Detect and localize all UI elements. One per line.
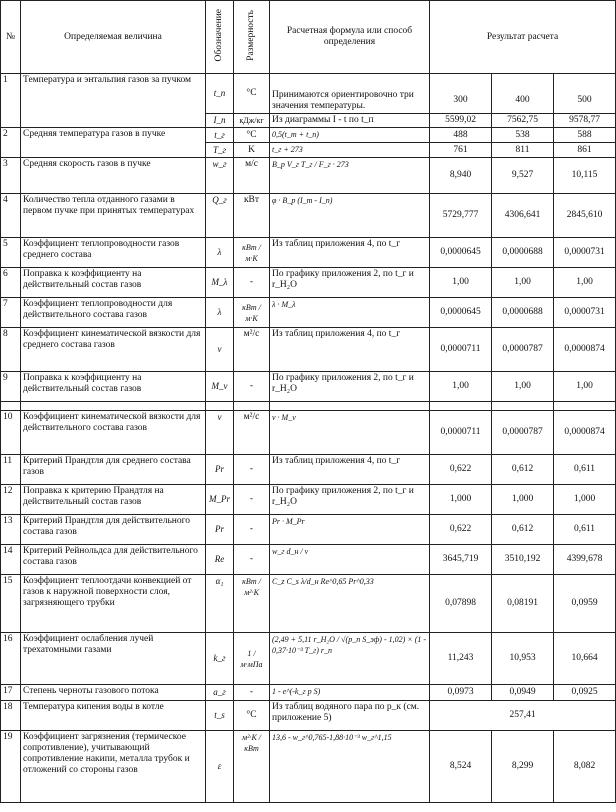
row-no: 18 bbox=[1, 701, 21, 731]
row-symbol: M_λ bbox=[206, 268, 234, 298]
row-quantity: Коэффициент кинематической вязкости для среднего состава газов bbox=[21, 328, 206, 372]
result-value: 500 bbox=[554, 88, 616, 114]
row-symbol: Re bbox=[206, 545, 234, 575]
row-formula: λ · M_λ bbox=[270, 298, 430, 328]
row-symbol: t_п bbox=[206, 74, 234, 114]
result-value: 1,00 bbox=[430, 372, 492, 402]
result-value: 300 bbox=[430, 88, 492, 114]
row-symbol: Pr bbox=[206, 515, 234, 545]
row-symbol: T_г bbox=[206, 143, 234, 158]
row-quantity: Поправка к коэффициенту на действительный состав газов bbox=[21, 372, 206, 402]
row-quantity: Поправка к критерию Прандтля на действительный состав газов bbox=[21, 485, 206, 515]
row-unit: кВт / м·K bbox=[234, 238, 270, 268]
row-symbol: Q_г bbox=[206, 194, 234, 238]
row-quantity: Температура кипения воды в котле bbox=[21, 701, 206, 731]
result-value: 0,08191 bbox=[492, 575, 554, 633]
row-no: 5 bbox=[1, 238, 21, 268]
row-no: 4 bbox=[1, 194, 21, 238]
row-symbol: ν bbox=[206, 328, 234, 372]
row-symbol: I_п bbox=[206, 114, 234, 128]
row-no: 9 bbox=[1, 372, 21, 402]
row-quantity: Критерий Прандтля для действительного состава газов bbox=[21, 515, 206, 545]
header-result: Результат расчета bbox=[430, 1, 616, 74]
row-symbol: M_ν bbox=[206, 372, 234, 402]
table-row bbox=[1, 731, 616, 803]
result-value: 0,612 bbox=[492, 515, 554, 545]
table-row bbox=[1, 545, 616, 575]
row-no: 15 bbox=[1, 575, 21, 633]
row-unit: °С bbox=[234, 128, 270, 143]
row-unit: - bbox=[234, 455, 270, 485]
row-no: 6 bbox=[1, 268, 21, 298]
result-value: 4306,641 bbox=[492, 194, 554, 238]
row-unit: °С bbox=[234, 701, 270, 731]
result-value: 10,953 bbox=[492, 633, 554, 685]
table-row bbox=[1, 485, 616, 515]
table-row bbox=[1, 238, 616, 268]
row-symbol: k_г bbox=[206, 633, 234, 685]
row-quantity: Количество тепла отданного газами в первом пучке при принятых температурах bbox=[21, 194, 206, 238]
result-value: 7562,75 bbox=[492, 114, 554, 128]
result-value: 8,299 bbox=[492, 731, 554, 803]
result-value: 1,000 bbox=[430, 485, 492, 515]
row-formula: B_р V_г T_г / F_г · 273 bbox=[270, 158, 430, 194]
row-formula: По графику приложения 2, по t_г и r_H₂O bbox=[270, 268, 430, 298]
row-symbol: ε bbox=[206, 731, 234, 803]
header-quantity: Определяемая величина bbox=[21, 1, 206, 74]
row-quantity: Коэффициент теплоотдачи конвекцией от газов к наружной поверхности слоя, загрязняющего трубки bbox=[21, 575, 206, 633]
row-unit: - bbox=[234, 685, 270, 701]
row-formula: t_г + 273 bbox=[270, 143, 430, 158]
row-quantity: Степень черноты газового потока bbox=[21, 685, 206, 701]
table-row bbox=[1, 194, 616, 238]
result-value: 1,00 bbox=[554, 372, 616, 402]
row-symbol: Pr bbox=[206, 455, 234, 485]
row-no: 16 bbox=[1, 633, 21, 685]
result-value: 488 bbox=[430, 128, 492, 143]
table-row bbox=[1, 328, 616, 372]
row-formula: φ · B_р (I_т - I_п) bbox=[270, 194, 430, 238]
row-unit: - bbox=[234, 268, 270, 298]
result-value: 11,243 bbox=[430, 633, 492, 685]
result-value: 0,611 bbox=[554, 455, 616, 485]
result-value: 0,0000787 bbox=[492, 411, 554, 455]
table-row bbox=[1, 268, 616, 298]
row-unit: - bbox=[234, 515, 270, 545]
row-unit: - bbox=[234, 485, 270, 515]
table-row bbox=[1, 128, 616, 143]
row-no: 3 bbox=[1, 158, 21, 194]
result-value: 1,000 bbox=[492, 485, 554, 515]
result-value: 1,000 bbox=[554, 485, 616, 515]
row-formula: Принимаются ориентировочно три значения температуры. bbox=[270, 74, 430, 114]
result-value: 1,00 bbox=[492, 268, 554, 298]
result-value: 8,524 bbox=[430, 731, 492, 803]
row-formula: Из таблиц водяного пара по p_к (см. приложение 5) bbox=[270, 701, 430, 731]
row-quantity: Коэффициент ослабления лучей трехатомными газами bbox=[21, 633, 206, 685]
result-value: 5729,777 bbox=[430, 194, 492, 238]
row-unit: м²/с bbox=[234, 411, 270, 455]
row-no: 17 bbox=[1, 685, 21, 701]
result-value: 0,0000874 bbox=[554, 328, 616, 372]
result-value: 0,0000731 bbox=[554, 298, 616, 328]
table-row bbox=[1, 575, 616, 633]
result-value: 0,0000711 bbox=[430, 411, 492, 455]
row-unit: кДж/кг bbox=[234, 114, 270, 128]
row-quantity: Поправка к коэффициенту на действительный состав газов bbox=[21, 268, 206, 298]
row-unit: кВт / м²·K bbox=[234, 575, 270, 633]
row-quantity: Температура и энтальпия газов за пучком bbox=[21, 74, 206, 128]
row-quantity: Коэффициент теплопроводности газов среднего состава bbox=[21, 238, 206, 268]
table-row bbox=[1, 74, 616, 88]
result-value: 0,07898 bbox=[430, 575, 492, 633]
row-no: 14 bbox=[1, 545, 21, 575]
row-formula: ν · M_ν bbox=[270, 411, 430, 455]
row-quantity: Коэффициент кинематической вязкости для действительного состава газов bbox=[21, 411, 206, 455]
row-unit: кВт / м·K bbox=[234, 298, 270, 328]
row-unit: м²·K / кВт bbox=[234, 731, 270, 803]
row-symbol: α₁ bbox=[206, 575, 234, 633]
result-value: 588 bbox=[554, 128, 616, 143]
result-value: 1,00 bbox=[430, 268, 492, 298]
row-unit: м²/с bbox=[234, 328, 270, 372]
row-no: 8 bbox=[1, 328, 21, 372]
result-value: 761 bbox=[430, 143, 492, 158]
row-symbol: λ bbox=[206, 298, 234, 328]
result-value: 1,00 bbox=[492, 372, 554, 402]
table-row bbox=[1, 455, 616, 485]
row-formula: Из таблиц приложения 4, по t_г bbox=[270, 238, 430, 268]
row-symbol: t_г bbox=[206, 128, 234, 143]
result-value: 0,0925 bbox=[554, 685, 616, 701]
result-value: 0,0949 bbox=[492, 685, 554, 701]
result-value: 0,622 bbox=[430, 455, 492, 485]
row-no: 13 bbox=[1, 515, 21, 545]
result-value: 10,115 bbox=[554, 158, 616, 194]
table-row bbox=[1, 411, 616, 455]
row-unit: °С bbox=[234, 74, 270, 114]
row-quantity: Средняя скорость газов в пучке bbox=[21, 158, 206, 194]
row-symbol: ν bbox=[206, 411, 234, 455]
row-no: 2 bbox=[1, 128, 21, 158]
row-no: 10 bbox=[1, 411, 21, 455]
result-value: 0,611 bbox=[554, 515, 616, 545]
table-row bbox=[1, 685, 616, 701]
row-quantity: Коэффициент теплопроводности для действительного состава газов bbox=[21, 298, 206, 328]
table-row bbox=[1, 515, 616, 545]
table-row bbox=[1, 158, 616, 194]
row-unit: - bbox=[234, 372, 270, 402]
row-formula: По графику приложения 2, по t_г и r_H₂O bbox=[270, 485, 430, 515]
row-unit: кВт bbox=[234, 194, 270, 238]
row-unit: K bbox=[234, 143, 270, 158]
result-value: 8,940 bbox=[430, 158, 492, 194]
result-value: 0,0000787 bbox=[492, 328, 554, 372]
row-formula: w_г d_н / ν bbox=[270, 545, 430, 575]
row-quantity: Критерий Прандтля для среднего состава газов bbox=[21, 455, 206, 485]
row-unit: 1 / м·мПа bbox=[234, 633, 270, 685]
result-value: 5599,02 bbox=[430, 114, 492, 128]
row-no: 12 bbox=[1, 485, 21, 515]
result-value: 0,0000711 bbox=[430, 328, 492, 372]
row-no: 7 bbox=[1, 298, 21, 328]
header-symbol: Обозначение bbox=[206, 1, 234, 74]
row-unit: м/с bbox=[234, 158, 270, 194]
result-value: 811 bbox=[492, 143, 554, 158]
row-formula: 1 - e^(-k_г p S) bbox=[270, 685, 430, 701]
result-value: 0,0959 bbox=[554, 575, 616, 633]
result-value: 538 bbox=[492, 128, 554, 143]
row-formula: 0,5(t_т + t_п) bbox=[270, 128, 430, 143]
result-value: 0,0973 bbox=[430, 685, 492, 701]
table-row bbox=[1, 701, 616, 731]
result-value: 0,0000688 bbox=[492, 238, 554, 268]
table-row bbox=[1, 372, 616, 402]
result-value: 0,0000645 bbox=[430, 238, 492, 268]
result-value: 0,0000731 bbox=[554, 238, 616, 268]
row-formula: C_z C_s λ/d_н Re^0,65 Pr^0,33 bbox=[270, 575, 430, 633]
row-symbol: w_г bbox=[206, 158, 234, 194]
row-formula: Из таблиц приложения 4, по t_г bbox=[270, 455, 430, 485]
result-value: 0,0000688 bbox=[492, 298, 554, 328]
row-quantity: Средняя температура газов в пучке bbox=[21, 128, 206, 158]
header-unit: Размерность bbox=[234, 1, 270, 74]
row-no: 19 bbox=[1, 731, 21, 803]
result-value: 861 bbox=[554, 143, 616, 158]
row-no: 11 bbox=[1, 455, 21, 485]
header-row bbox=[1, 1, 616, 74]
row-formula: Pr · M_Pr bbox=[270, 515, 430, 545]
result-value: 1,00 bbox=[554, 268, 616, 298]
result-value: 9578,77 bbox=[554, 114, 616, 128]
result-value: 4399,678 bbox=[554, 545, 616, 575]
row-symbol: t_s bbox=[206, 701, 234, 731]
row-unit: - bbox=[234, 545, 270, 575]
result-value: 8,082 bbox=[554, 731, 616, 803]
result-value: 3510,192 bbox=[492, 545, 554, 575]
result-value: 0,612 bbox=[492, 455, 554, 485]
result-value: 9,527 bbox=[492, 158, 554, 194]
result-value: 0,622 bbox=[430, 515, 492, 545]
result-value: 0,0000874 bbox=[554, 411, 616, 455]
row-formula: (2,49 + 5,11 r_H₂O / √(p_п S_эф) - 1,02) × (1 - 0,37·10⁻³ T_г) r_п bbox=[270, 633, 430, 685]
result-value: 400 bbox=[492, 88, 554, 114]
row-formula: По графику приложения 2, по t_г и r_H₂O bbox=[270, 372, 430, 402]
result-value: 10,664 bbox=[554, 633, 616, 685]
row-formula: 13,6 - w_г^0,765-1,88·10⁻³ w_г^1,15 bbox=[270, 731, 430, 803]
row-quantity: Коэффициент загрязнения (термическое сопротивление), учитывающий сопротивление накипи, металла трубок и отложений со стороны газов bbox=[21, 731, 206, 803]
table-row bbox=[1, 633, 616, 685]
result-value: 257,41 bbox=[430, 701, 616, 731]
row-formula: Из таблиц приложения 4, по t_г bbox=[270, 328, 430, 372]
row-symbol: M_Pr bbox=[206, 485, 234, 515]
table-row bbox=[1, 298, 616, 328]
result-value: 0,0000645 bbox=[430, 298, 492, 328]
result-value: 2845,610 bbox=[554, 194, 616, 238]
row-quantity: Критерий Рейнольдса для действительного состава газов bbox=[21, 545, 206, 575]
row-symbol: a_г bbox=[206, 685, 234, 701]
header-no: № bbox=[1, 1, 21, 74]
row-formula: Из диаграммы I - t по t_п bbox=[270, 114, 430, 128]
row-no: 1 bbox=[1, 74, 21, 128]
header-formula: Расчетная формула или способ определения bbox=[270, 1, 430, 74]
spacer-row bbox=[1, 402, 616, 411]
row-symbol: λ bbox=[206, 238, 234, 268]
result-value: 3645,719 bbox=[430, 545, 492, 575]
